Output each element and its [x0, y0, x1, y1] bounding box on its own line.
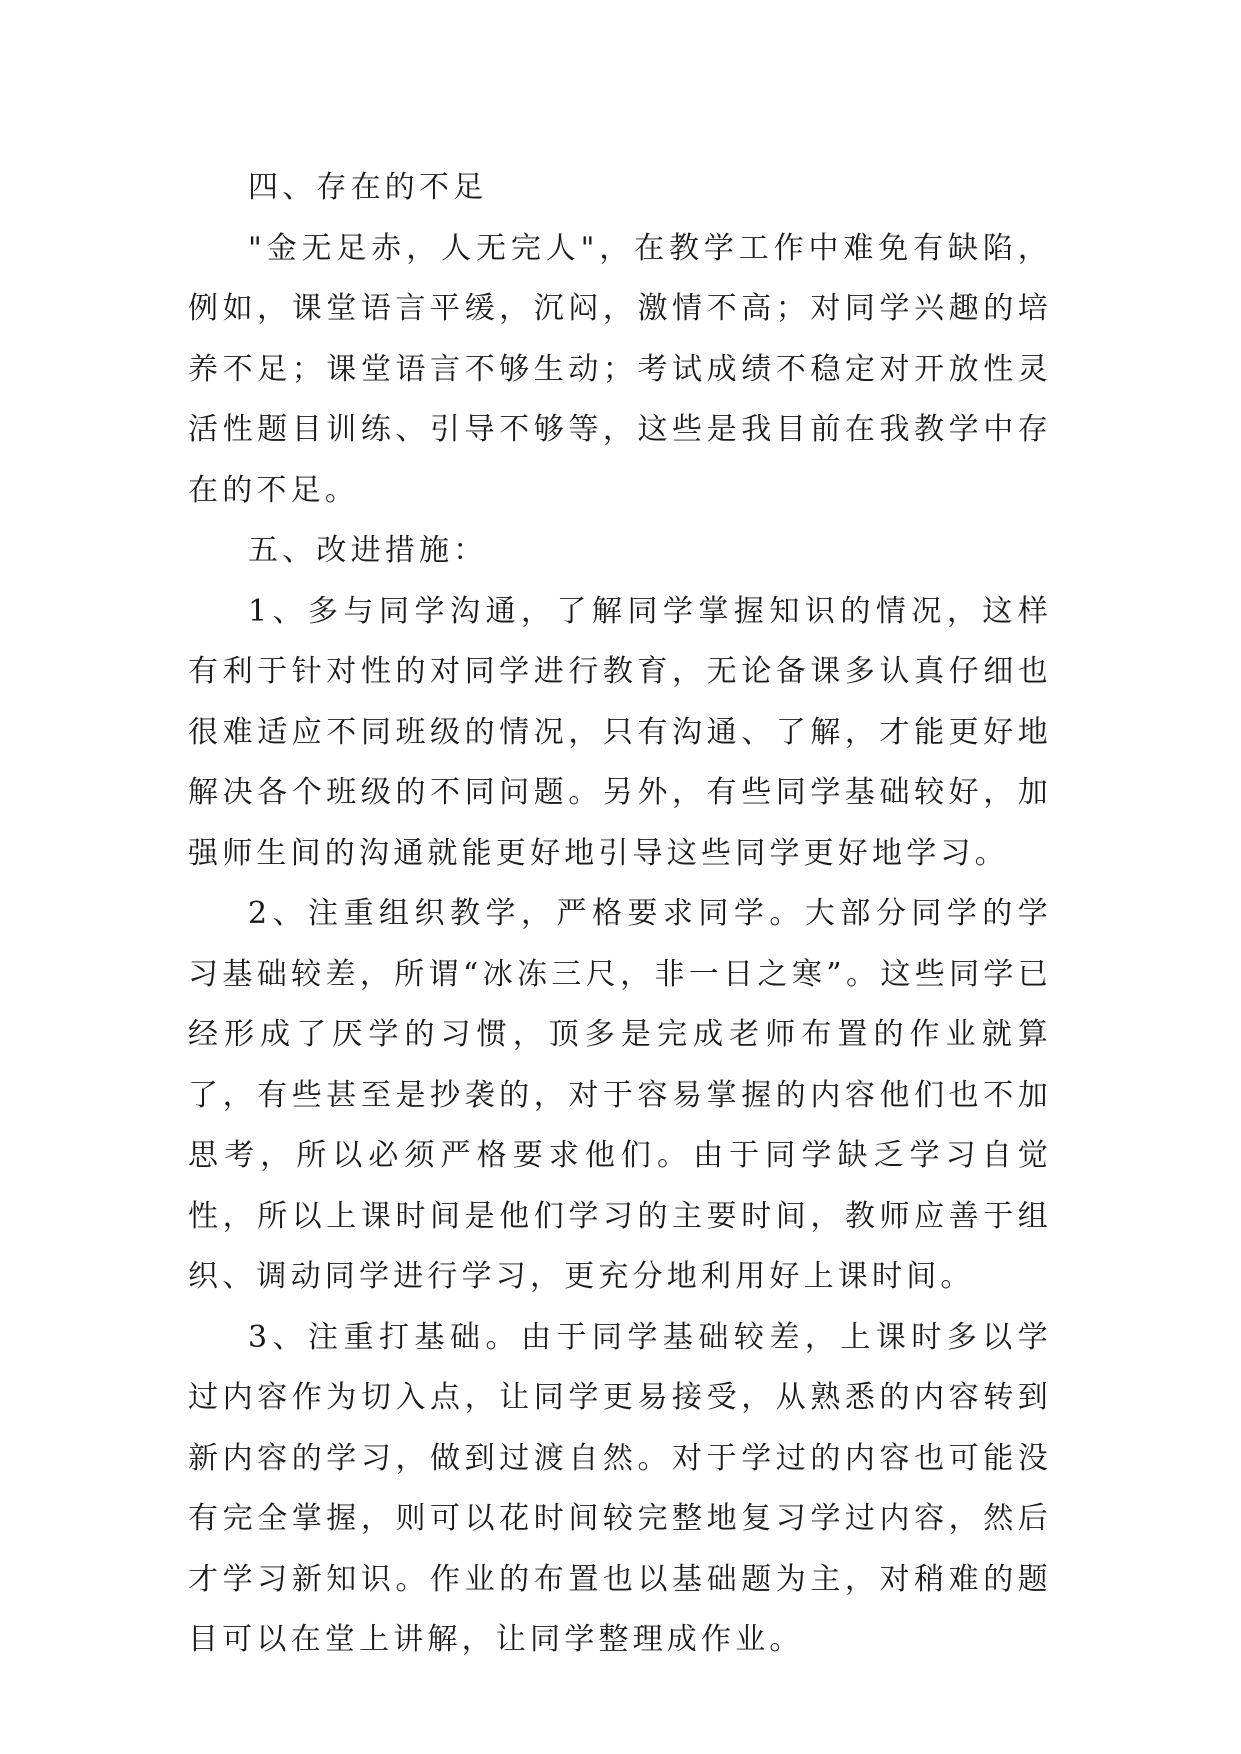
document-body	[188, 158, 1052, 1671]
section-heading-improvements: 五、改进措施：	[248, 533, 488, 568]
section-heading-shortcomings: 四、存在的不足	[248, 170, 488, 205]
paragraph-improvement-2: 2、注重组织教学，严格要求同学。大部分同学的学习基础较差，所谓“冰冻三尺，非一日之寒”。这些同学已经形成了厌学的习惯，顶多是完成老师布置的作业就算了，有些甚至是抄袭的，对于容易掌握的内容他们也不加思考，所以必须严格要求他们。由于同学缺乏学习自觉性，所以上课时间是他们学习的主要时间，教师应善于组织、调动同学进行学习，更充分地利用好上课时间。	[188, 896, 1052, 1294]
paragraph-improvement-1: 1、多与同学沟通，了解同学掌握知识的情况，这样有利于针对性的对同学进行教育，无论备课多认真仔细也很难适应不同班级的情况，只有沟通、了解，才能更好地解决各个班级的不同问题。另外，有些同学基础较好，加强师生间的沟通就能更好地引导这些同学更好地学习。	[188, 593, 1052, 871]
paragraph-shortcomings: "金无足赤，人无完人"，在教学工作中难免有缺陷，例如，课堂语言平缓，沉闷，激情不高；对同学兴趣的培养不足；课堂语言不够生动；考试成绩不稳定对开放性灵活性题目训练、引导不够等，这些是我目前在我教学中存在的不足。	[188, 230, 1052, 508]
paragraph-improvement-3: 3、注重打基础。由于同学基础较差，上课时多以学过内容作为切入点，让同学更易接受，从熟悉的内容转到新内容的学习，做到过渡自然。对于学过的内容也可能没有完全掌握，则可以花时间较完整地复习学过内容，然后才学习新知识。作业的布置也以基础题为主，对稍难的题目可以在堂上讲解，让同学整理成作业。	[188, 1319, 1052, 1657]
